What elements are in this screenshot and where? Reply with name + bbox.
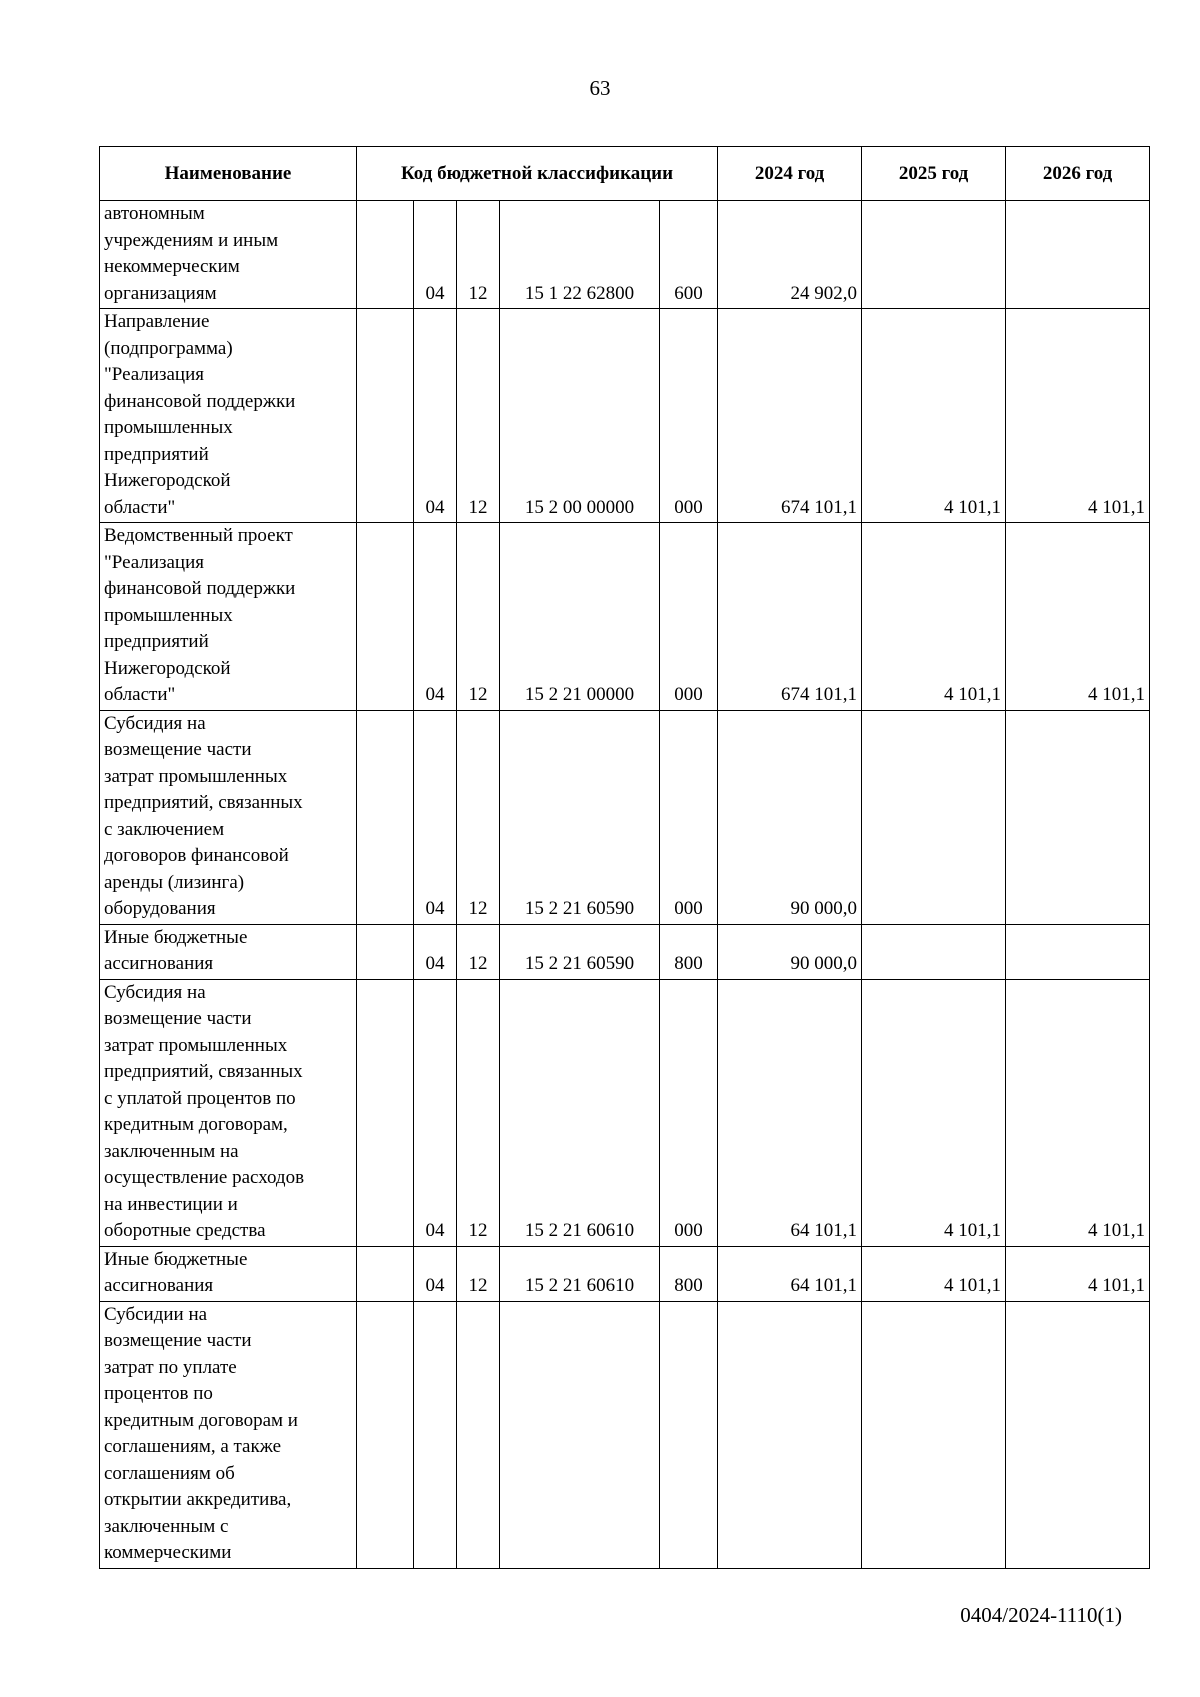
cell-code-section xyxy=(414,1301,457,1568)
cell-2025 xyxy=(862,1301,1006,1568)
cell-code-subsection: 12 xyxy=(457,1246,500,1301)
cell-code-section: 04 xyxy=(414,1246,457,1301)
cell-code-section: 04 xyxy=(414,924,457,979)
cell-name: Направление (подпрограмма) "Реализация финансовой поддержки промышленных предприятий Нижегородской области" xyxy=(100,309,357,523)
table-row xyxy=(100,710,1150,924)
document-code: 0404/2024-1110(1) xyxy=(960,1603,1122,1627)
cell-2026: 4 101,1 xyxy=(1006,523,1150,711)
cell-2024: 674 101,1 xyxy=(718,309,862,523)
cell-code-1 xyxy=(357,710,414,924)
cell-2026 xyxy=(1006,1301,1150,1568)
cell-code-target: 15 2 21 00000 xyxy=(500,523,660,711)
cell-2025: 4 101,1 xyxy=(862,1246,1006,1301)
header-2025: 2025 год xyxy=(862,147,1006,201)
cell-code-1 xyxy=(357,1246,414,1301)
table-row xyxy=(100,309,1150,523)
table-row xyxy=(100,523,1150,711)
cell-code-section: 04 xyxy=(414,979,457,1246)
cell-code-subsection: 12 xyxy=(457,924,500,979)
cell-2024 xyxy=(718,1301,862,1568)
cell-code-target: 15 2 21 60590 xyxy=(500,710,660,924)
cell-code-target xyxy=(500,1301,660,1568)
cell-name: автономным учреждениям и иным некоммерческим организациям xyxy=(100,201,357,309)
cell-code-section: 04 xyxy=(414,710,457,924)
header-name: Наименование xyxy=(100,147,357,201)
cell-name: Субсидии на возмещение части затрат по уплате процентов по кредитным договорам и соглашениям, а также соглашениям об открытии аккредитива, заключенным с коммерческими xyxy=(100,1301,357,1568)
cell-name: Иные бюджетные ассигнования xyxy=(100,924,357,979)
cell-2024: 24 902,0 xyxy=(718,201,862,309)
table-row xyxy=(100,201,1150,309)
cell-code-target: 15 1 22 62800 xyxy=(500,201,660,309)
cell-code-expense-type: 600 xyxy=(660,201,718,309)
table-body xyxy=(100,201,1150,1569)
cell-code-1 xyxy=(357,924,414,979)
cell-code-subsection: 12 xyxy=(457,710,500,924)
table-row xyxy=(100,979,1150,1246)
cell-2026 xyxy=(1006,924,1150,979)
cell-code-target: 15 2 21 60610 xyxy=(500,979,660,1246)
cell-code-expense-type xyxy=(660,1301,718,1568)
cell-2026: 4 101,1 xyxy=(1006,309,1150,523)
cell-2026: 4 101,1 xyxy=(1006,1246,1150,1301)
header-code: Код бюджетной классификации xyxy=(357,147,718,201)
cell-2024: 64 101,1 xyxy=(718,979,862,1246)
cell-code-subsection: 12 xyxy=(457,523,500,711)
cell-code-section: 04 xyxy=(414,309,457,523)
cell-2024: 90 000,0 xyxy=(718,924,862,979)
cell-name: Ведомственный проект "Реализация финансовой поддержки промышленных предприятий Нижегородской области" xyxy=(100,523,357,711)
cell-name: Субсидия на возмещение части затрат промышленных предприятий, связанных с заключением договоров финансовой аренды (лизинга) оборудования xyxy=(100,710,357,924)
budget-table xyxy=(99,146,1150,1569)
cell-2025: 4 101,1 xyxy=(862,523,1006,711)
cell-2024: 64 101,1 xyxy=(718,1246,862,1301)
table-row xyxy=(100,1301,1150,1568)
cell-2024: 674 101,1 xyxy=(718,523,862,711)
page-number: 63 xyxy=(589,76,611,100)
cell-2025: 4 101,1 xyxy=(862,979,1006,1246)
cell-code-target: 15 2 21 60610 xyxy=(500,1246,660,1301)
cell-code-1 xyxy=(357,1301,414,1568)
table-header-row xyxy=(100,147,1150,201)
header-2026: 2026 год xyxy=(1006,147,1150,201)
cell-code-1 xyxy=(357,979,414,1246)
cell-2026: 4 101,1 xyxy=(1006,979,1150,1246)
cell-code-expense-type: 800 xyxy=(660,924,718,979)
cell-code-expense-type: 000 xyxy=(660,979,718,1246)
cell-code-subsection: 12 xyxy=(457,979,500,1246)
cell-code-subsection xyxy=(457,1301,500,1568)
cell-2025 xyxy=(862,924,1006,979)
cell-name: Иные бюджетные ассигнования xyxy=(100,1246,357,1301)
table-row xyxy=(100,924,1150,979)
cell-name: Субсидия на возмещение части затрат промышленных предприятий, связанных с уплатой процентов по кредитным договорам, заключенным на осуществление расходов на инвестиции и оборотные средства xyxy=(100,979,357,1246)
table-row xyxy=(100,1246,1150,1301)
cell-2026 xyxy=(1006,710,1150,924)
cell-code-1 xyxy=(357,201,414,309)
cell-2025 xyxy=(862,710,1006,924)
cell-code-subsection: 12 xyxy=(457,309,500,523)
cell-code-1 xyxy=(357,309,414,523)
cell-code-expense-type: 000 xyxy=(660,309,718,523)
cell-code-expense-type: 000 xyxy=(660,523,718,711)
cell-2026 xyxy=(1006,201,1150,309)
cell-code-section: 04 xyxy=(414,523,457,711)
cell-code-expense-type: 800 xyxy=(660,1246,718,1301)
cell-2025: 4 101,1 xyxy=(862,309,1006,523)
cell-code-target: 15 2 21 60590 xyxy=(500,924,660,979)
cell-2024: 90 000,0 xyxy=(718,710,862,924)
header-2024: 2024 год xyxy=(718,147,862,201)
cell-code-subsection: 12 xyxy=(457,201,500,309)
cell-code-section: 04 xyxy=(414,201,457,309)
cell-2025 xyxy=(862,201,1006,309)
cell-code-expense-type: 000 xyxy=(660,710,718,924)
cell-code-1 xyxy=(357,523,414,711)
cell-code-target: 15 2 00 00000 xyxy=(500,309,660,523)
